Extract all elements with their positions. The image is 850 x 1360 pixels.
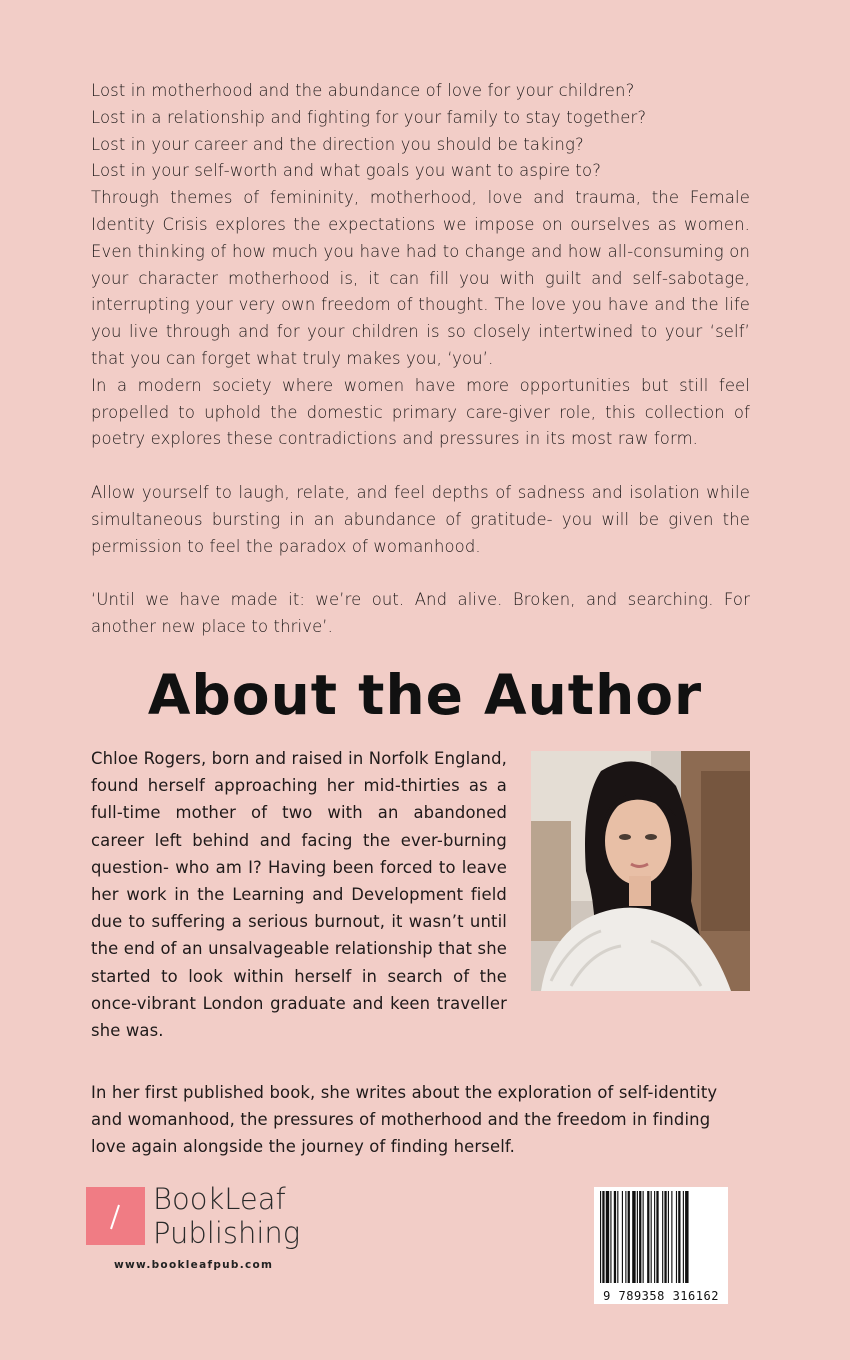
- author-bio-text: Chloe Rogers, born and raised in Norfolk England, found herself approaching her mid-thirties as a full-time mother of two with an abandoned career left behind and facing the ever-burning question- who am I? Having been forced to leave her work in the Learning and Development field due to suffering a serious burnout, it wasn’t until the end of an unsalvageable relationship that she started to look within herself in search of the once-vibrant London graduate and keen traveller she was.: [91, 749, 508, 1041]
- publisher-name-line2: Publishing: [153, 1216, 301, 1250]
- author-bio: [91, 745, 507, 1044]
- publisher-name: [153, 1182, 300, 1250]
- isbn-number: 9 789358 316162: [603, 1289, 719, 1303]
- barcode-bars: [594, 1187, 728, 1287]
- author-photo-image: [531, 751, 750, 991]
- blurb-line: Lost in your self-worth and what goals you want to aspire to?: [91, 161, 602, 181]
- blurb-line: Lost in a relationship and fighting for your family to stay together?: [91, 107, 647, 127]
- blurb: [91, 78, 750, 641]
- about-heading: About the Author: [147, 663, 703, 727]
- bookleaf-logo-icon: [86, 1187, 145, 1245]
- publisher-name-line1: BookLeaf: [153, 1182, 286, 1216]
- blurb-paragraph: Allow yourself to laugh, relate, and feel depths of sadness and isolation while simultaneous bursting in an abundance of gratitude- you will be given the permission to feel the paradox of womanhood.: [91, 482, 750, 556]
- blurb-paragraph: In a modern society where women have more opportunities but still feel propelled to uphold the domestic primary care-giver role, this collection of poetry explores these contradictions and pressures in its most raw form.: [91, 375, 750, 449]
- blurb-paragraph: Through themes of femininity, motherhood, love and trauma, the Female Identity Crisis explores the expectations we impose on ourselves as women. Even thinking of how much you have had to change and how all-consuming on your character motherhood is, it can fill you with guilt and self-sabotage, interrupting your very own freedom of thought. The love you have and the life you live through and for your children is so closely intertwined to your ‘self’ that you can forget what truly makes you, ‘you’.: [91, 188, 750, 368]
- author-bio-continued-text: In her first published book, she writes about the exploration of self-identity and womanhood, the pressures of motherhood and the freedom in finding love again alongside the journey of finding herself.: [91, 1083, 718, 1156]
- blurb-line: Lost in your career and the direction you should be taking?: [91, 134, 584, 154]
- publisher-url: www.bookleafpub.com: [114, 1259, 274, 1271]
- author-photo: [531, 751, 750, 991]
- author-bio-continued: [91, 1080, 750, 1160]
- blurb-quote: ‘Until we have made it: we’re out. And alive. Broken, and searching. For another new place to thrive’.: [91, 590, 750, 636]
- blurb-line: Lost in motherhood and the abundance of love for your children?: [91, 81, 635, 100]
- isbn-barcode: [594, 1187, 728, 1304]
